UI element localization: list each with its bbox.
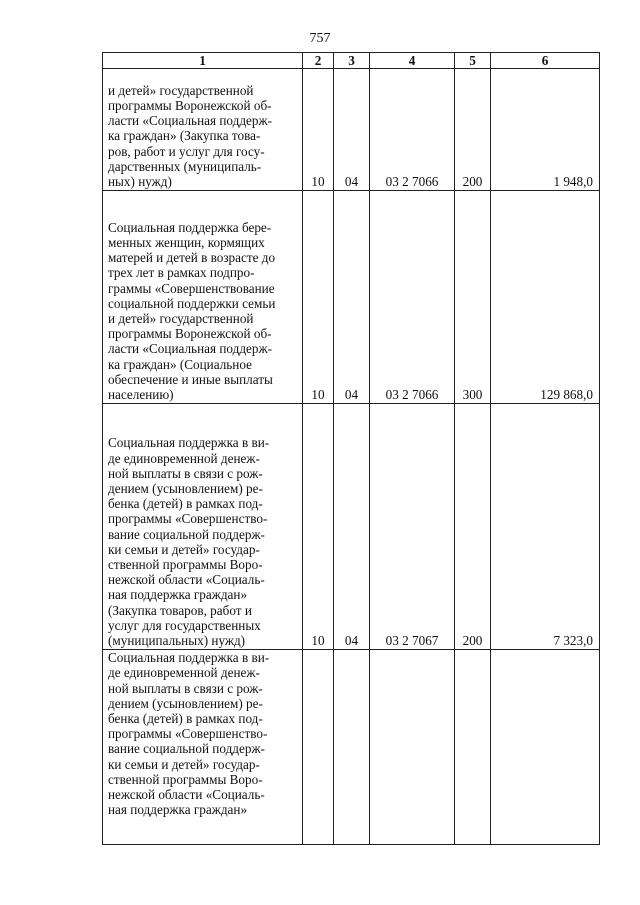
- subsection-code: [334, 650, 370, 845]
- section-code: [303, 650, 334, 845]
- table-row: [103, 69, 600, 191]
- target-article-code: 03 2 7066: [370, 191, 455, 404]
- amount: 1 948,0: [491, 69, 600, 191]
- subsection-code: 04: [334, 191, 370, 404]
- target-article-code: 03 2 7067: [370, 404, 455, 650]
- table-row: [103, 404, 600, 650]
- header-col-3: 3: [334, 53, 370, 69]
- subsection-code: 04: [334, 69, 370, 191]
- expense-type-code: 200: [455, 69, 491, 191]
- expense-type-code: [455, 650, 491, 845]
- page-number: 757: [309, 31, 331, 46]
- target-article-code: 03 2 7066: [370, 69, 455, 191]
- target-article-code: [370, 650, 455, 845]
- row-description: и детей» государственной программы Воронежской об- ласти «Социальная поддерж- ка граждан» (Закупка това- ров, работ и услуг для госу- дарственных (муниципаль- ных) нужд): [103, 69, 303, 191]
- section-code: 10: [303, 404, 334, 650]
- section-code: 10: [303, 191, 334, 404]
- section-code: 10: [303, 69, 334, 191]
- row-description: Социальная поддержка в ви- де единовременной денеж- ной выплаты в связи с рож- дением (усыновлением) ре- бенка (детей) в рамках под- программы «Совершенство- вание социальной поддерж- ки семьи и детей» государ- ственной программы Воро- нежской области «Социаль- ная поддержка граждан» (Закупка товаров, работ и услуг для государственных (муниципальных) нужд): [103, 404, 303, 650]
- amount: 129 868,0: [491, 191, 600, 404]
- header-col-5: 5: [455, 53, 491, 69]
- expense-type-code: 300: [455, 191, 491, 404]
- table-row: [103, 650, 600, 845]
- amount: 7 323,0: [491, 404, 600, 650]
- header-row: [103, 53, 600, 69]
- header-col-1: 1: [103, 53, 303, 69]
- amount: [491, 650, 600, 845]
- budget-table: [102, 52, 600, 845]
- subsection-code: 04: [334, 404, 370, 650]
- expense-type-code: 200: [455, 404, 491, 650]
- row-description: Социальная поддержка в ви- де единовременной денеж- ной выплаты в связи с рож- дением (усыновлением) ре- бенка (детей) в рамках под- программы «Совершенство- вание социальной поддерж- ки семьи и детей» государ- ственной программы Воро- нежской области «Социаль- ная поддержка граждан»: [103, 650, 303, 845]
- header-col-6: 6: [491, 53, 600, 69]
- header-col-4: 4: [370, 53, 455, 69]
- header-col-2: 2: [303, 53, 334, 69]
- table-row: [103, 191, 600, 404]
- row-description: Социальная поддержка бере- менных женщин, кормящих матерей и детей в возрасте до трех лет в рамках подпро- граммы «Совершенствование социальной поддержки семьи и детей» государственной программы Воронежской об- ласти «Социальная поддерж- ка граждан» (Социальное обеспечение и иные выплаты населению): [103, 191, 303, 404]
